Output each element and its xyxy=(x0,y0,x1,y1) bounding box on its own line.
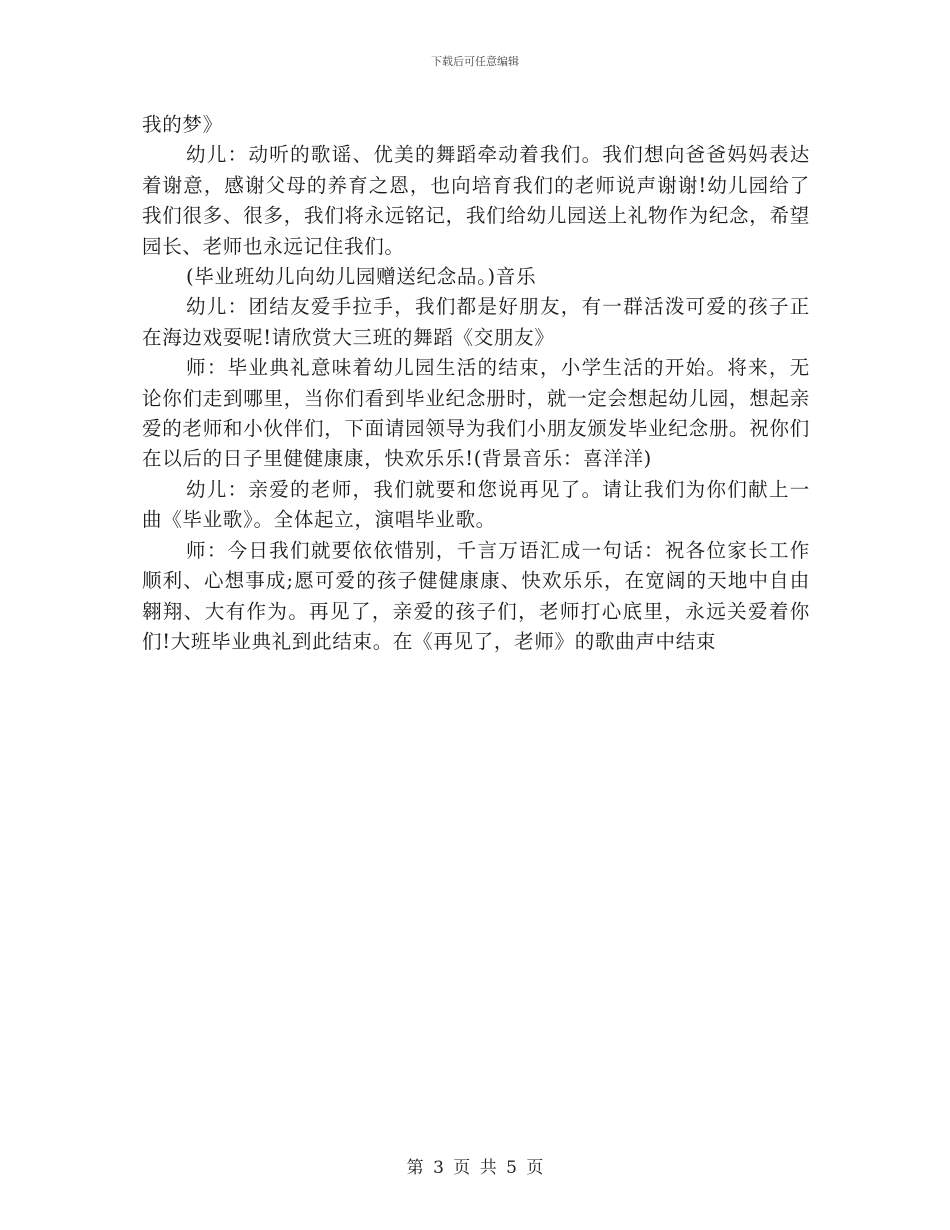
page-number-footer: 第 3 页 共 5 页 xyxy=(406,1158,544,1178)
paragraph-7: 师：今日我们就要依依惜别，千言万语汇成一句话：祝各位家长工作顺利、心想事成;愿可爱的孩子健健康康、快欢乐乐，在宽阔的天地中自由翱翔、大有作为。再见了，亲爱的孩子们，老师打心底里，永远关爱着你们!大班毕业典礼到此结束。在《再见了，老师》的歌曲声中结束 xyxy=(142,538,810,653)
paragraph-6: 幼儿：亲爱的老师，我们就要和您说再见了。请让我们为你们献上一曲《毕业歌》。全体起立，演唱毕业歌。 xyxy=(142,477,810,532)
paragraph-5: 师：毕业典礼意味着幼儿园生活的结束，小学生活的开始。将来，无论你们走到哪里，当你们看到毕业纪念册时，就一定会想起幼儿园，想起亲爱的老师和小伙伴们，下面请园领导为我们小朋友颁发毕业纪念册。祝你们在以后的日子里健健康康，快欢乐乐!(背景音乐：喜洋洋) xyxy=(142,356,810,471)
paragraph-2: 幼儿：动听的歌谣、优美的舞蹈牵动着我们。我们想向爸爸妈妈表达着谢意，感谢父母的养育之恩，也向培育我们的老师说声谢谢!幼儿园给了我们很多、很多，我们将永远铭记，我们给幼儿园送上礼物作为纪念，希望园长、老师也永远记住我们。 xyxy=(142,143,810,258)
page-header: 下载后可任意编辑 xyxy=(431,55,519,68)
paragraph-1: 我的梦》 xyxy=(142,113,223,136)
paragraph-4: 幼儿：团结友爱手拉手，我们都是好朋友，有一群活泼可爱的孩子正在海边戏耍呢!请欣赏大三班的舞蹈《交朋友》 xyxy=(142,295,810,349)
paragraph-3: (毕业班幼儿向幼儿园赠送纪念品。)音乐 xyxy=(186,265,537,289)
document-body xyxy=(142,110,810,657)
